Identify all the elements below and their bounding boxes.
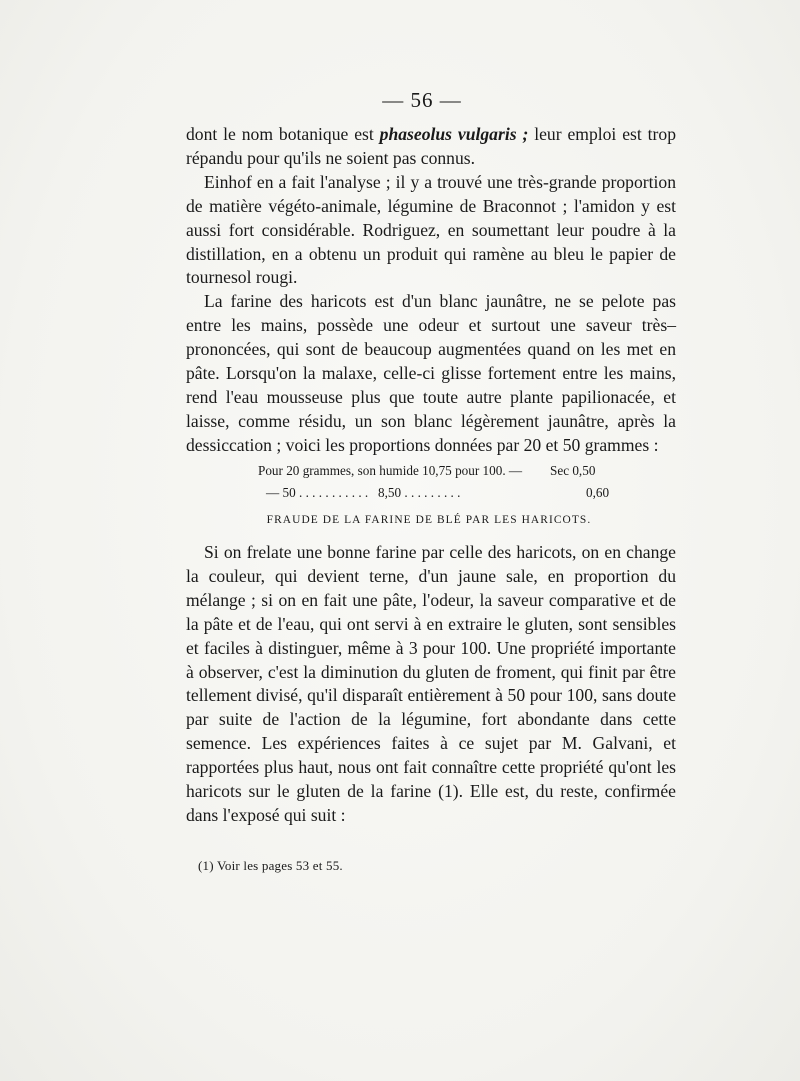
table-cell: 8,50 . . . . . . . . . xyxy=(378,485,461,500)
table-row xyxy=(258,482,618,504)
body-text-bottom xyxy=(186,541,676,828)
paragraph-analysis: Einhof en a fait l'analyse ; il y a trouvé une très-grande proportion de matière végéto-animale, légumine de Braconnot ; l'amidon y est aussi fort considérable. Rodriguez, en soumettant leur poudre à la distillation, en a obtenu un produit qui ramène au bleu le papier de tournesol rougi. xyxy=(186,171,676,288)
table-cell: — 50 . . . . . . . . . . . xyxy=(266,485,369,500)
intro-paragraph xyxy=(186,123,676,171)
footnote: (1) Voir les pages 53 et 55. xyxy=(198,858,343,873)
table-row xyxy=(258,460,618,482)
table-cell: Pour 20 grammes, son humide 10,75 pour 100. — xyxy=(258,463,523,478)
species-name: phaseolus vulgaris ; xyxy=(379,124,529,144)
intro-suffix: leur emploi est trop répandu pour qu'ils ne soient pas connus. xyxy=(186,124,676,168)
paragraph-farine: La farine des haricots est d'un blanc jaunâtre, ne se pelote pas entre les mains, possède une odeur et surtout une saveur très–prononcées, qui sont de beaucoup augmentées quand on les met en pâte. Lorsqu'on la malaxe, celle-ci glisse fortement entre les mains, rend l'eau mousseuse plus que toute autre plante papilionacée, et laisse, comme résidu, un son blanc légèrement jaunâtre, après la dessiccation ; voici les proportions données par 20 et 50 grammes : xyxy=(186,291,676,455)
table-cell: 0,60 xyxy=(586,485,610,500)
paragraph-fraude: Si on frelate une bonne farine par celle des haricots, on en change la couleur, qui devient terne, d'un jaune sale, en proportion du mélange ; si on en fait une pâte, l'odeur, la saveur comparative et de la pâte et de l'eau, qui ont servi à en extraire le gluten, sont sensibles et faciles à distinguer, même à 3 pour 100. Une propriété importante à observer, c'est la diminution du gluten de froment, qui finit par être tellement divisé, qu'il disparaît entièrement à 50 pour 100, sans doute par suite de l'action de la légumine, fort abondante dans cette semence. Les expériences faites à ce sujet par M. Galvani, et rapportées plus haut, nous ont fait connaître cette propriété qu'ont les haricots sur le gluten de la farine (1). Elle est, du reste, confirmée dans l'exposé qui suit : xyxy=(186,542,676,825)
intro-prefix: dont le nom botanique est xyxy=(186,124,380,144)
proportions-table xyxy=(258,460,618,504)
table-cell: Sec 0,50 xyxy=(550,463,596,478)
section-title: FRAUDE DE LA FARINE DE BLÉ PAR LES HARICOTS. xyxy=(266,514,592,526)
body-text-top xyxy=(186,123,676,458)
page-number: — 56 — xyxy=(382,88,462,112)
